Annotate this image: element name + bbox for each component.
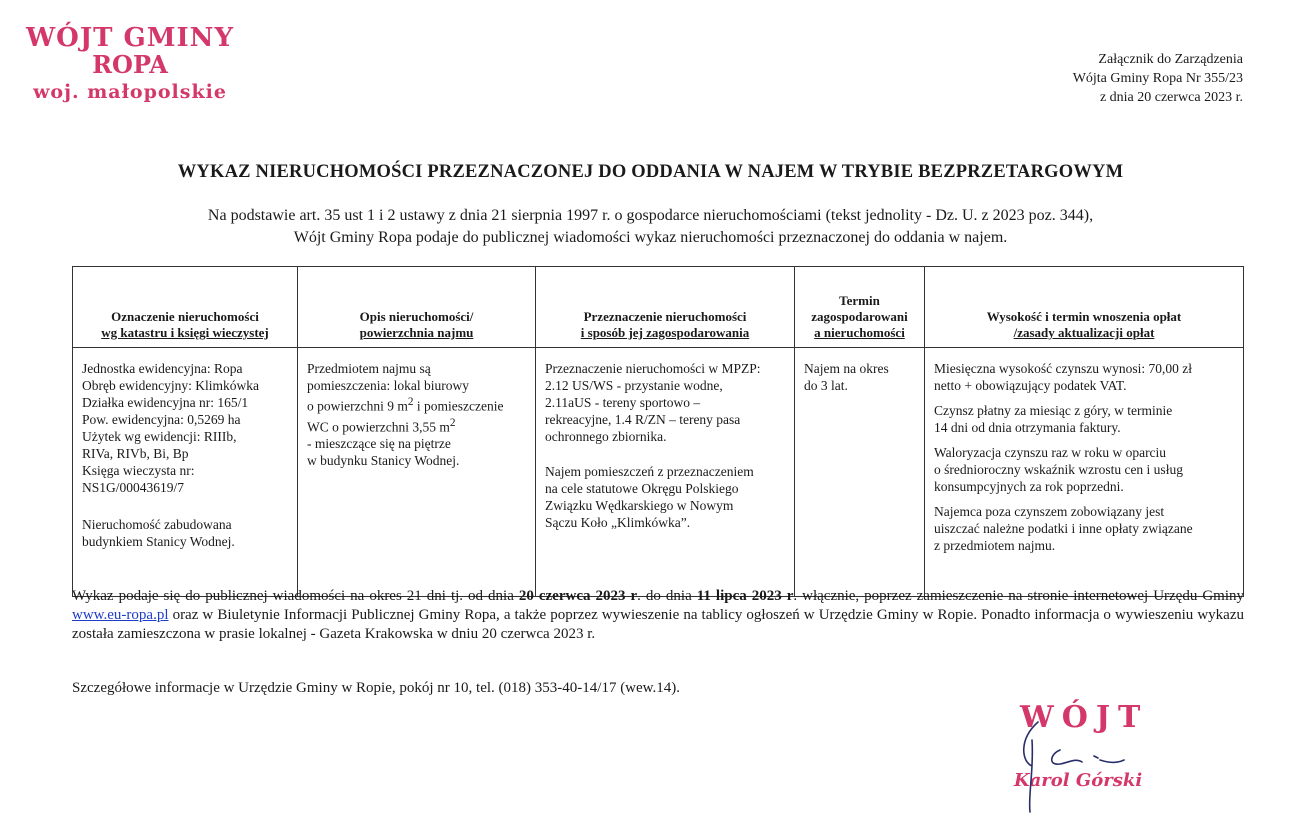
date-to: 11 lipca 2023 r [696,588,794,604]
superscript: 2 [407,396,414,408]
contact-info: Szczegółowe informacje w Urzędzie Gminy w Ropie, pokój nr 10, tel. (018) 353-40-14/17 (wew.14). [72,680,681,696]
fees-line: Czynsz płatny za miesiąc z góry, w terminie [934,403,1173,418]
header-fees-line-1: Wysokość i termin wnoszenia opłat [986,309,1182,324]
cadastre-line: NS1G/00043619/7 [82,480,185,495]
table-row [73,348,1244,597]
intro-line-1: Na podstawie art. 35 ust 1 i 2 ustawy z dnia 21 sierpnia 1997 r. o gospodarce nieruchomościami (tekst jednolity - Dz. U. z 2023 poz. 344), [207,207,1094,224]
notice-text: Wykaz podaje się do publicznej wiadomości na okres 21 dni tj. od dnia [72,588,519,604]
fees-line: 14 dni od dnia otrzymania faktury. [934,420,1121,435]
header-description [298,267,536,348]
cell-fees [925,348,1244,597]
website-link[interactable]: www.eu-ropa.pl [72,607,169,623]
header-cadastre-line-2: wg katastru i księgi wieczystej [101,325,269,340]
cadastre-line: Pow. ewidencyjna: 0,5269 ha [82,412,241,427]
notice-text: . do dnia [637,588,697,604]
official-stamp [22,24,238,106]
purpose-line: Przeznaczenie nieruchomości w MPZP: [545,361,761,376]
header-cadastre [73,267,298,348]
header-description-line-2: powierzchnia najmu [359,325,474,340]
table-header-row [73,267,1244,348]
cell-term [795,348,925,597]
signature-stamp [1008,700,1178,820]
header-cadastre-line-1: Oznaczenie nieruchomości [111,309,259,324]
notice-text: oraz w Biuletynie Informacji Publicznej Gminy Ropa, a także poprzez wywieszenie na tablicy ogłoszeń w Urzędzie Gminy w Ropie. Ponadto informacja o wywieszeniu wykazu została zamieszczona w prasie lokalnej - Gazeta Krakowska w dniu 20 czerwca 2023 r. [72,607,1244,642]
purpose-line: na cele statutowe Okręgu Polskiego [545,481,739,496]
purpose-line: ochronnego zbiornika. [545,429,667,444]
header-purpose-line-2: i sposób jej zagospodarowania [580,325,750,340]
notice-text: . włącznie, poprzez zamieszczenie na stronie internetowej Urzędu Gminy [793,588,1244,604]
purpose-line: Sączu Koło „Klimkówka”. [545,515,691,530]
header-term-line-1: Termin [839,293,880,308]
fees-line: Najemca poza czynszem zobowiązany jest [934,504,1165,519]
intro-line-2: Wójt Gminy Ropa podaje do publicznej wiadomości wykaz nieruchomości przeznaczonej do oddania w najem. [293,229,1008,246]
stamp-line-1: WÓJT GMINY [25,23,235,53]
signature-name: Karol Górski [1014,770,1143,791]
fees-line: z przedmiotem najmu. [934,538,1056,553]
intro-paragraph [0,205,1301,249]
term-line: do 3 lat. [804,378,848,393]
cadastre-line: RIVa, RIVb, Bi, Bp [82,446,189,461]
cadastre-line: Działka ewidencyjna nr: 165/1 [82,395,249,410]
description-line: Przedmiotem najmu są [307,361,431,376]
cell-purpose [536,348,795,597]
purpose-line: Najem pomieszczeń z przeznaczeniem [545,464,754,479]
fees-line: Waloryzacja czynszu raz w roku w oparciu [934,445,1167,460]
annex-line-3: z dnia 20 czerwca 2023 r. [1099,90,1243,105]
annex-note [1073,50,1243,107]
header-term-line-3: a nieruchomości [814,325,905,340]
header-term-line-2: zagospodarowani [811,309,908,324]
cadastre-line: Użytek wg ewidencji: RIIIb, [82,429,237,444]
header-term [795,267,925,348]
cadastre-line: Jednostka ewidencyjna: Ropa [82,361,243,376]
purpose-line: Związku Wędkarskiego w Nowym [545,498,734,513]
annex-line-1: Załącznik do Zarządzenia [1098,52,1243,67]
fees-line: konsumpcyjnych za rok poprzedni. [934,479,1124,494]
description-line: o powierzchni 9 m [307,398,408,414]
superscript: 2 [449,416,456,429]
cadastre-line: Obręb ewidencyjny: Klimkówka [82,378,259,393]
stamp-line-2: ROPA [92,50,168,79]
header-purpose [536,267,795,348]
fees-line: netto + obowiązujący podatek VAT. [934,378,1127,393]
description-line: - mieszczące się na piętrze [307,436,451,451]
building-note: Nieruchomość zabudowana [82,517,232,532]
date-from: 20 czerwca 2023 r [518,588,638,604]
building-note: budynkiem Stanicy Wodnej. [82,534,235,549]
fees-line: uiszczać należne podatki i inne opłaty związane [934,521,1193,536]
handwritten-signature-icon [1008,700,1178,820]
fees-line: o średnioroczny wskaźnik wzrostu cen i usług [934,462,1183,477]
fees-line: Miesięczna wysokość czynszu wynosi: 70,00 zł [934,361,1192,376]
signature-title: WÓJT [1020,700,1149,735]
annex-line-2: Wójta Gminy Ropa Nr 355/23 [1072,71,1243,86]
description-line: WC o powierzchni 3,55 m [307,419,450,434]
stamp-line-3: woj. małopolskie [33,81,227,103]
description-line: pomieszczenia: lokal biurowy [307,378,469,393]
purpose-line: rekreacyjne, 1.4 R/ZN – tereny pasa [545,412,741,427]
purpose-line: 2.12 US/WS - przystanie wodne, [545,378,723,393]
header-fees [925,267,1244,348]
header-purpose-line-1: Przeznaczenie nieruchomości [583,309,747,324]
cell-description [298,348,536,597]
header-description-line-1: Opis nieruchomości/ [359,309,474,324]
term-line: Najem na okres [804,361,889,376]
property-table [72,266,1244,597]
publication-notice [72,587,1244,644]
document-title: WYKAZ NIERUCHOMOŚCI PRZEZNACZONEJ DO ODDANIA W NAJEM W TRYBIE BEZPRZETARGOWYM [177,162,1124,182]
header-fees-line-2: /zasady aktualizacji opłat [1013,325,1155,340]
description-line: i pomieszczenie [413,398,504,414]
description-line: w budynku Stanicy Wodnej. [307,453,460,468]
purpose-line: 2.11aUS - tereny sportowo – [545,395,701,410]
cell-cadastre [73,348,298,597]
cadastre-line: Księga wieczysta nr: [82,463,195,478]
